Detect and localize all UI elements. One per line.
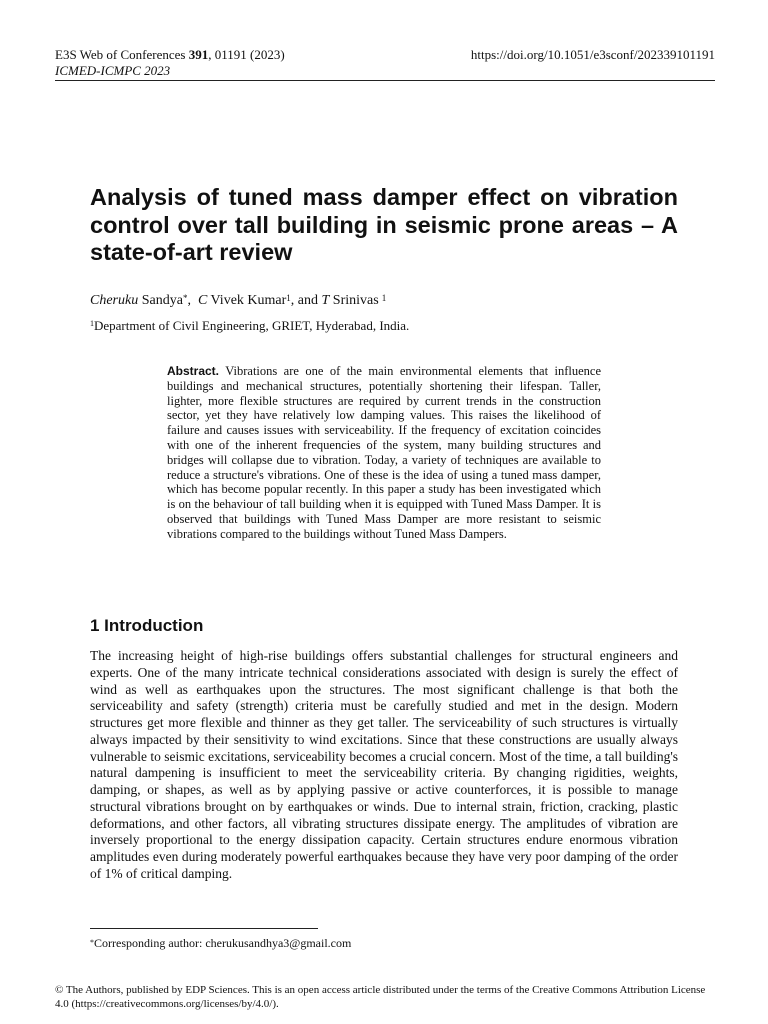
author-3: T Srinivas $^1$ xyxy=(321,293,387,308)
running-head xyxy=(55,46,715,79)
author-separator: , and xyxy=(290,293,322,308)
introduction-paragraph: The increasing height of high-rise buildings offers substantial challenges for structural engineers and experts. One of the many intricate technical considerations associated with design is surely the effect of wind as well as earthquakes upon the structures. The most significant challenge is that both the serviceability and safety (strength) criteria must be carefully studied and met in the design. Modern structures get more flexible and thinner as they get taller. The serviceability of such structures is virtually always impacted by their sensitivity to wind excitations. Since that these constructions are usually always vulnerable to seismic excitations, serviceability becomes a crucial concern. Most of the time, a tall building's natural dampening is insufficient to meet the serviceability criteria. By changing rigidities, weights, damping, or shapes, as well as by applying passive or active counterforces, it is possible to manage structural vibrations brought on by earthquakes or winds. Due to internal strain, friction, cracking, plastic deformations, and other factors, all vibrating structures dissipate energy. The amplitudes of vibration are inversely proportional to the energy dissipation capacity. Certain structures endure enormous vibration amplitudes even during moderately powerful earthquakes because they have very poor damping of the order of 1% of critical damping. xyxy=(90,648,679,881)
section-heading-introduction: 1 Introduction xyxy=(90,616,204,635)
running-head-line xyxy=(55,46,715,63)
author-separator: , xyxy=(187,293,198,308)
affiliation-mark: 1 xyxy=(90,319,94,328)
abstract-text: Vibrations are one of the main environmental elements that influence buildings and mechanical structures, potentially shortening their lifespan. Taller, lighter, more flexible structures are required by current trends in the construction sector, yet they have relatively low damping values. This raises the likelihood of failure and causes issues with serviceability. If the frequency of excitation coincides with one of the inherent frequencies of the system, many building structures and bridges will collapse due to vibration. Today, a variety of techniques are available to reduce a structure's vibrations. One of these is the idea of using a tuned mass damper, which has become popular recently. In this paper a study has been investigated which is on the behaviour of tall building when it is equipped with Tuned Mass Damper. It is observed that buildings with Tuned Mass Damper are more resistant to seismic vibrations compared to the buildings without Tuned Mass Dampers. xyxy=(167,364,601,541)
footnote: *Corresponding author: cherukusandhya3@gmail.com xyxy=(90,936,352,950)
author-2: C Vivek Kumar$^1$ xyxy=(197,293,291,308)
abstract xyxy=(167,364,601,542)
affiliation: $^1$Department of Civil Engineering, GRIET, Hyderabad, India. xyxy=(90,318,410,333)
doi-link[interactable]: https://doi.org/10.1051/e3sconf/202339101191 xyxy=(470,47,715,62)
journal-citation: E3S Web of Conferences 391, 01191 (2023) xyxy=(55,47,285,62)
author-list xyxy=(90,292,386,310)
conference-name: ICMED-ICMPC 2023 xyxy=(55,63,171,78)
author-3-mark: 1 xyxy=(381,293,387,303)
corresponding-email[interactable]: cherukusandhya3@gmail.com xyxy=(205,936,352,950)
license-notice: © The Authors, published by EDP Sciences. This is an open access article distributed under the terms of the Creative Commons Attribution License 4.0 (https://creativecommons.org/licenses/by/4.0/). xyxy=(55,984,706,1010)
author-2-mark: 1 xyxy=(286,293,291,303)
abstract-label: Abstract. xyxy=(167,364,220,378)
journal-volume: 391 xyxy=(188,47,209,62)
header-rule xyxy=(55,80,715,81)
paper-title: Analysis of tuned mass damper effect on vibration control over tall building in seismic prone areas – A state-of-art review xyxy=(90,184,678,265)
author-1: Cheruku Sandya* xyxy=(90,293,188,308)
author-1-mark: * xyxy=(182,293,188,303)
footnote-rule xyxy=(90,928,318,929)
footnote-mark: * xyxy=(90,938,94,947)
